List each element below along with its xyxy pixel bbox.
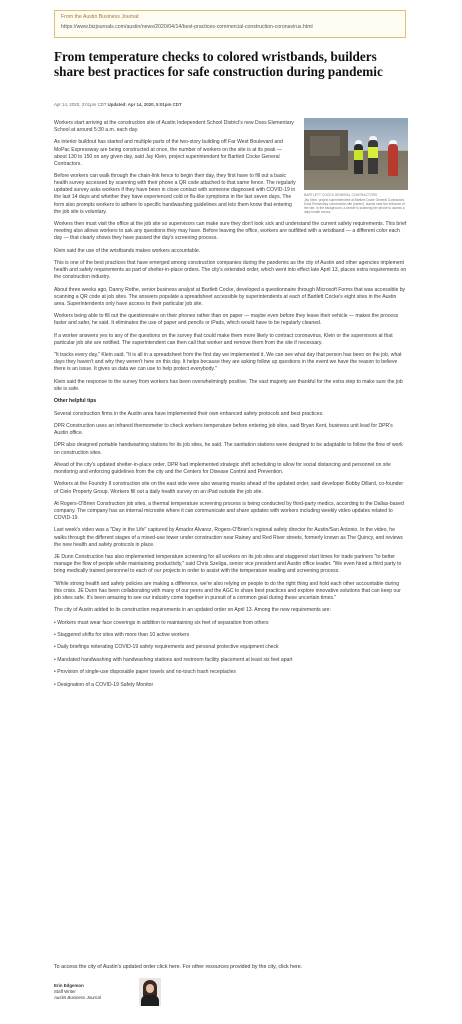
publish-date: Apr 14, 2020, 3:01pm CDT [54, 102, 107, 107]
photo-credit: BARTLETT COCKS GENERAL CONTRACTORS [304, 193, 378, 197]
dateline [54, 102, 182, 107]
author-avatar [139, 978, 161, 1006]
tip-paragraph: The city of Austin added to its construction requirements in an updated order on April 13. Among the new requirements are: [54, 607, 331, 614]
paragraph: If a worker answers yes to any of the questions on the survey that could make them more likely to contract coronavirus, Klein or the supervisors at that particular job site are notified. The superintendent can then call that worker and remove them from the site if necessary. [54, 332, 393, 346]
updated-date: Updated: Apr 14, 2020, 5:01pm CDT [107, 102, 182, 107]
requirement-item: • Designation of a COVID-19 Safety Monitor [54, 681, 154, 688]
requirement-item: • Provision of single-use disposable paper towels and no-touch trash receptacles [54, 669, 236, 676]
paragraph: "It tracks every day," Klein said. "It is all in a spreadsheet from the first day we implemented it. We can see what day that person has been on the job, what days they haven't and why they weren't here on this day. It helps because they are asking follow up questions in the event we have the reason to believe there is an issue. It gives us data we can use to help protect everybody." [54, 352, 402, 373]
source-url[interactable]: https://www.bizjournals.com/austin/news/2020/04/14/best-practices-commercial-construction-coronavirus.html [61, 24, 313, 30]
requirement-item: • Daily briefings reiterating COVID-19 safety requirements and personal protective equipment check [54, 644, 279, 651]
tip-paragraph: Ahead of the city's updated shelter-in-place order, DPR had implemented strategic shift scheduling to allow for social distancing and personnel on site monitoring and enforcing guidelines from the city and the Centers for Disease Control and Prevention. [54, 461, 391, 476]
article-headline: From temperature checks to colored wristbands, builders share best practices for safe construction during pandemic [54, 49, 383, 79]
author-org: Austin Business Journal [54, 995, 101, 1000]
footer-links[interactable]: To access the city of Austin's updated order click here. For other resources provided by the city, click here. [54, 964, 303, 970]
requirements-list [54, 620, 408, 689]
paragraph: About three weeks ago, Danny Rothe, senior business analyst at Bartlett Cocke, developed a questionnaire through Microsoft Forms that was accessible by scanning a QR code at job sites. The answers populate a spreadsheet accessible by superintendents at each of Bartlett Cocke's eight sites in the Austin area. Superintendents only have access to their particular job site. [54, 286, 406, 307]
author-name[interactable]: Erin Edgemon [54, 983, 84, 988]
subhead: Other helpful tips [54, 398, 97, 405]
paragraph: Klein said the use of the wristbands makes workers accountable. [54, 247, 201, 254]
author-byline [54, 983, 101, 1001]
photo-caption: Jay Klein, project superintendent at Bartlett Cocke General Contractors Doss Elementary construction site (center), stands near the entrance of the site. In the background, a worker is scanning her phone to access a daily health survey. [304, 198, 405, 214]
tip-paragraph: Workers at the Foundry II construction site on the east side were also wearing masks ahead of the updated order, said developer Bobby Dillard, co-founder of Cielo Property Group. Workers fill out a daily health survey on an iPad outside the job site. [54, 481, 404, 495]
tip-paragraph: JE Dunn Construction has also implemented temperature screening for all workers on its job sites and staggered start times for trade partners "to better manage the flow of people while maintaining productivity," said Chris Szeliga, senior vice president and Austin office leader. "We even hired a third party to bring medically trained personnel to each of our projects in order to assist with the temperature reading and screening process. [54, 554, 402, 575]
source-box [54, 10, 406, 38]
paragraph: Workers being able to fill out the questionnaire on their phones rather than on paper — maybe even before they leave their vehicle — makes the process faster and safer, he said. It eliminates the use of paper and pencils or iPads, which would have to be regularly cleaned. [54, 313, 399, 327]
paragraph: Before workers can walk through the chain-link fence to begin their day, they first have to fill out a basic health survey accessed by scanning with their phone a QR code attached to that same fence. The regularly updated survey asks workers if they have been in close contact with someone diagnosed with COVID-19 in the last 14 days and whether they have experienced cold or flu-like symptoms in the last seven days. The form also prompts workers to adhere to specific handwashing guidelines and lets them know that entering the job site is voluntary. [54, 173, 296, 215]
paragraph: This is one of the best practices that have emerged among construction companies during the pandemic as the city of Austin and other agencies implement health and safety requirements as part of shelter-in-place orders. The city's extended order, which went into effect late April 13, places extra requirements on the construction industry. [54, 259, 407, 281]
article-body [54, 120, 408, 694]
tip-paragraph: DPR also designed portable handwashing stations for its job sites, he said. The sanitation stations were designed to be adaptable to follow the flow of work on construction sites. [54, 442, 403, 456]
paragraph: As interior buildout has started and multiple parts of the two-story building off Far West Boulevard and MoPac Expressway are being constructed at once, the number of workers on the site is at its peak — about 130 to 150 on any given day, said Jay Klein, project superintendent for Bartlett Cocke General Contractors. [54, 139, 283, 167]
tip-paragraph: "While strong health and safety policies are making a difference, we're also relying on people to do the right thing and hold each other accountable during this crisis. JE Dunn has been collaborating with many of our peers and the AGC to share best practices and explore innovative solutions that can keep our job sites safe. It's been amazing to see our industry come together in pursuit of a common goal during these uncertain times." [54, 580, 401, 601]
requirement-item: • Mandated handwashing with handwashing stations and restroom facility placement at least six feet apart [54, 656, 293, 663]
requirement-item: • Workers must wear face coverings in addition to maintaining six feet of separation from others [54, 619, 269, 626]
author-title: Staff Writer [54, 989, 76, 994]
tip-paragraph: Several construction firms in the Austin area have implemented their own enhanced safety protocols and best practices. [54, 410, 324, 417]
paragraph: Workers then must visit the office at the job site so supervisors can make sure they don't look sick and understand the current safety requirements. This brief meeting also allows workers to ask any questions they may have. Before leaving the office, workers are outfitted with a wristband — a different color each day — that clearly shows they have passed the day's screening process. [54, 221, 407, 242]
paragraph: Workers start arriving at the construction site of Austin Independent School District's new Doss Elementary School at around 5:30 a.m. each day. [54, 120, 294, 134]
tip-paragraph: Last week's video was a "Day in the Life" captured by Amador Alvarez, Rogers-O'Brien's regional safety director for Austin/San Antonio. In the video, he walks through the different stages of a mixed-use tower under construction near Rainey and Red River streets, formerly known as The Quincy, and reviews the new health and safety protocols in place. [54, 527, 403, 548]
source-label: From the Austin Business Journal: [61, 14, 140, 20]
tip-paragraph: At Rogers-O'Brien Construction job sites, a thermal temperature screening process is being conducted by third-party medics, according to the Dallas-based company. The company has an internal microsite where it can communicate and share updates with workers including weekly video updates related to COVID-19. [54, 500, 404, 522]
tip-paragraph: DPR Construction uses an infrared thermometer to check workers temperature before entering job sites, said Bryan Kent, business unit lead for DPR's Austin office. [54, 422, 393, 437]
requirement-item: • Staggered shifts for sites with more than 10 active workers [54, 631, 190, 638]
paragraph: Klein said the response to the survey from workers has been overwhelmingly positive. The vast majority are thankful for the extra step to make sure the job site is safe. [54, 378, 403, 392]
